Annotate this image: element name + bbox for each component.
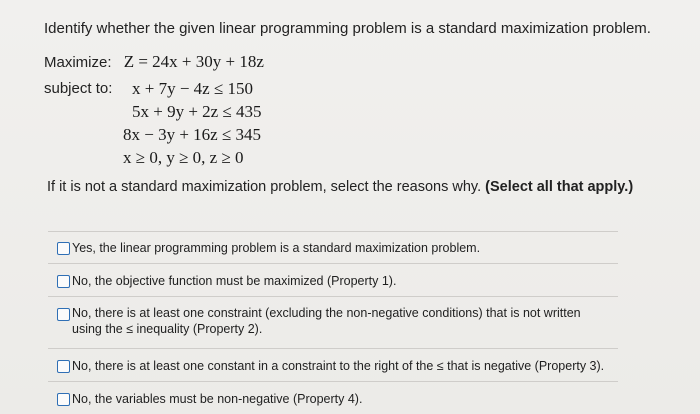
option-label: No, the objective function must be maximized (Property 1). [72, 274, 397, 288]
option-property-4[interactable] [48, 381, 618, 412]
option-label: No, the variables must be non-negative (Property 4). [72, 392, 363, 406]
option-property-1[interactable] [48, 263, 618, 297]
non-negativity-constraint: x ≥ 0, y ≥ 0, z ≥ 0 [123, 148, 244, 167]
checkbox[interactable] [57, 308, 70, 321]
constraint-1: x + 7y − 4z ≤ 150 [132, 79, 254, 98]
constraint-3: 8x − 3y + 16z ≤ 345 [123, 125, 262, 144]
instruction [47, 179, 633, 195]
option-label: Yes, the linear programming problem is a standard maximization problem. [72, 241, 481, 255]
option-label: No, there is at least one constraint (excluding the non-negative conditions) that is not written using the ≤ inequality (Property 2). [72, 306, 581, 336]
constraint-2: 5x + 9y + 2z ≤ 435 [132, 102, 262, 121]
checkbox[interactable] [57, 360, 70, 373]
option-property-2[interactable] [48, 296, 618, 349]
instruction-emphasis: (Select all that apply.) [485, 179, 634, 195]
objective-row [44, 52, 264, 72]
objective-function: Z = 24x + 30y + 18z [123, 52, 264, 71]
checkbox[interactable] [57, 242, 70, 255]
question-prompt: Identify whether the given linear programming problem is a standard maximization problem. [44, 20, 651, 37]
option-yes-standard[interactable] [48, 231, 618, 264]
objective-label: Maximize: [44, 54, 112, 71]
option-label: No, there is at least one constant in a constraint to the right of the ≤ that is negative (Property 3). [72, 359, 605, 373]
checkbox[interactable] [57, 275, 70, 288]
option-property-3[interactable] [48, 348, 618, 382]
constraints-label: subject to: [44, 80, 113, 97]
instruction-text: If it is not a standard maximization problem, select the reasons why. [47, 179, 482, 195]
checkbox[interactable] [57, 393, 70, 406]
constraints-label-row [44, 80, 112, 97]
